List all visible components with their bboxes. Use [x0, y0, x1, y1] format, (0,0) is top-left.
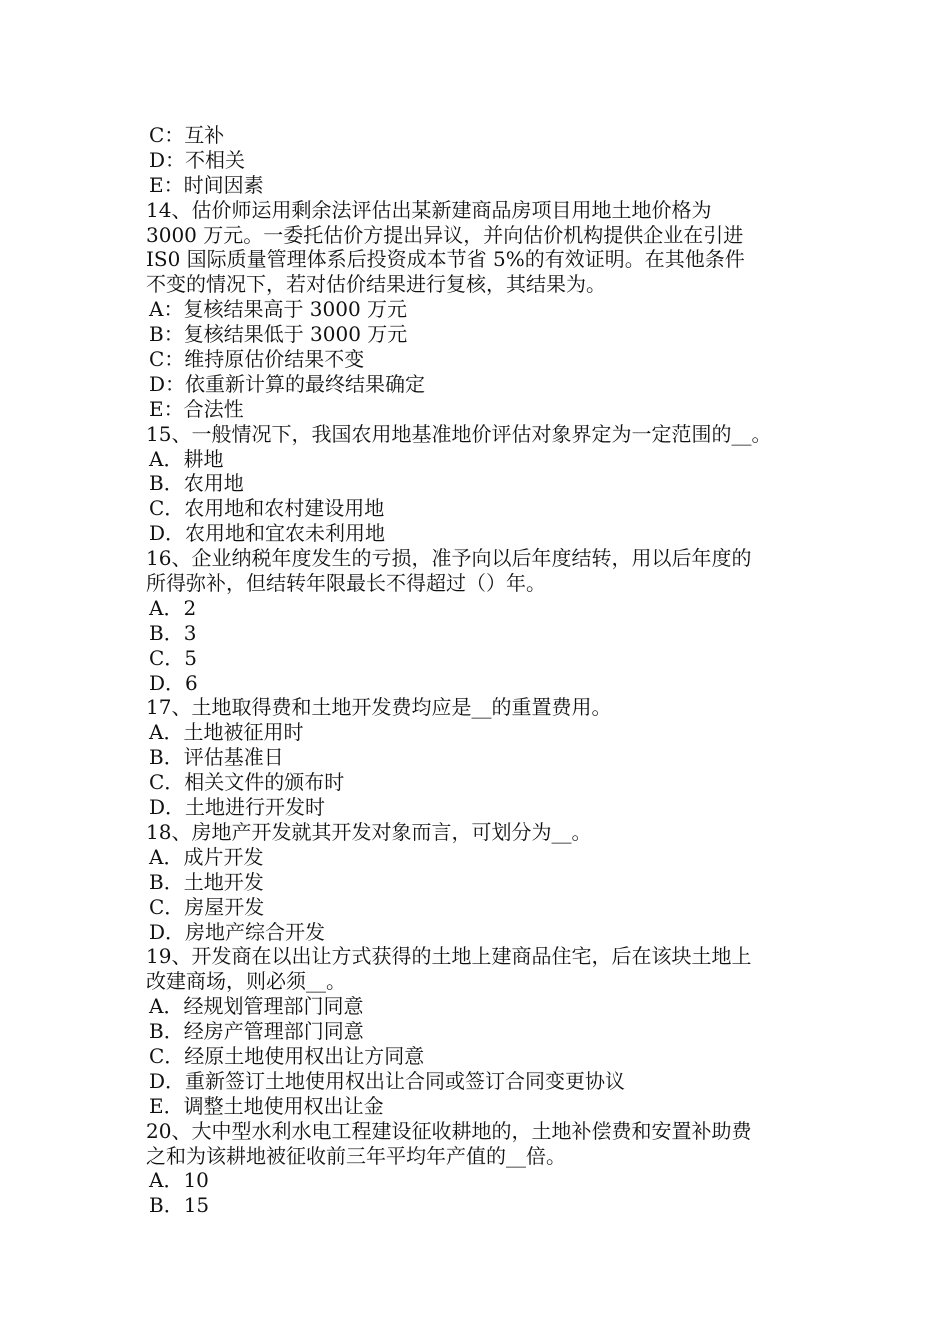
answer-option: B：复核结果低于 3000 万元 — [149, 322, 408, 347]
answer-option: A．土地被征用时 — [149, 720, 304, 745]
question-text-line: 18、房地产开发就其开发对象而言，可划分为__。 — [146, 819, 592, 844]
answer-option: C．5 — [149, 645, 198, 670]
question-text-line: 20、大中型水利水电工程建设征收耕地的，土地补偿费和安置补助费 — [146, 1118, 752, 1143]
question-text-line: 改建商场，则必须__。 — [146, 969, 346, 994]
answer-option: A．经规划管理部门同意 — [149, 994, 364, 1019]
answer-option: D．房地产综合开发 — [149, 919, 326, 944]
answer-option: C．经原土地使用权出让方同意 — [149, 1043, 425, 1068]
question-text-line: 19、开发商在以出让方式获得的土地上建商品住宅，后在该块土地上 — [146, 944, 752, 969]
answer-option: D：不相关 — [149, 147, 246, 172]
question-text-line: 之和为该耕地被征收前三年平均年产值的__倍。 — [146, 1143, 566, 1168]
answer-option: D．土地进行开发时 — [149, 795, 326, 820]
answer-option: D：依重新计算的最终结果确定 — [149, 371, 426, 396]
answer-option: A：复核结果高于 3000 万元 — [149, 297, 408, 322]
answer-option: C．农用地和农村建设用地 — [149, 496, 385, 521]
document-body — [146, 123, 826, 1218]
answer-option: D．重新签订土地使用权出让合同或签订合同变更协议 — [149, 1068, 626, 1093]
answer-option: C：互补 — [149, 123, 225, 147]
answer-option: B．评估基准日 — [149, 745, 284, 770]
answer-option: C．相关文件的颁布时 — [149, 770, 345, 795]
answer-option: C：维持原估价结果不变 — [149, 347, 365, 372]
question-text-line: IS0 国际质量管理体系后投资成本节省 5%的有效证明。在其他条件 — [146, 247, 745, 272]
answer-option: E：合法性 — [149, 396, 244, 421]
question-text-line: 17、土地取得费和土地开发费均应是__的重置费用。 — [146, 695, 612, 720]
question-text-line: 14、估价师运用剩余法评估出某新建商品房项目用地土地价格为 — [146, 197, 712, 222]
answer-option: B．3 — [149, 620, 197, 645]
answer-option: E：时间因素 — [149, 172, 264, 197]
answer-option: A．耕地 — [149, 446, 224, 471]
question-text-line: 15、一般情况下，我国农用地基准地价评估对象界定为一定范围的__。 — [146, 421, 772, 446]
answer-option: D．农用地和宜农未利用地 — [149, 521, 386, 546]
answer-option: B．农用地 — [149, 471, 244, 496]
answer-option: E．调整土地使用权出让金 — [149, 1093, 384, 1118]
answer-option: D．6 — [149, 670, 198, 695]
answer-option: A．10 — [149, 1168, 209, 1193]
answer-option: A．成片开发 — [149, 844, 264, 869]
answer-option: B．土地开发 — [149, 869, 264, 894]
question-text-line: 不变的情况下，若对估价结果进行复核，其结果为。 — [146, 272, 606, 297]
question-text-line: 3000 万元。一委托估价方提出异议，并向估价机构提供企业在引进 — [146, 222, 744, 247]
answer-option: C．房屋开发 — [149, 894, 265, 919]
answer-option: A．2 — [149, 595, 197, 620]
answer-option: B．15 — [149, 1193, 210, 1218]
answer-option: B．经房产管理部门同意 — [149, 1019, 364, 1044]
question-text-line: 16、企业纳税年度发生的亏损，准予向以后年度结转，用以后年度的 — [146, 546, 752, 571]
question-text-line: 所得弥补，但结转年限最长不得超过（）年。 — [146, 571, 546, 596]
